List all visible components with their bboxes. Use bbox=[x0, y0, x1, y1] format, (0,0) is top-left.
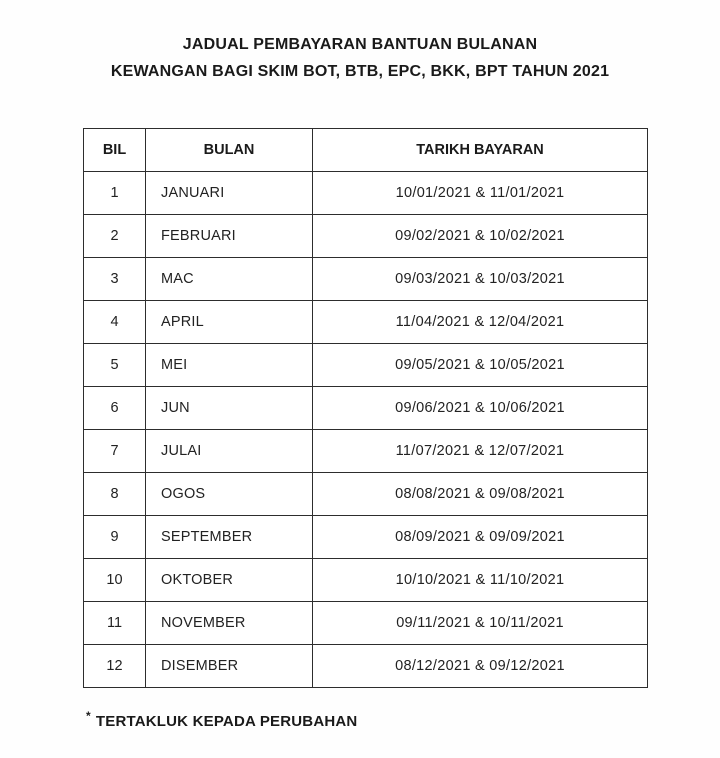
table-row bbox=[84, 473, 648, 516]
cell-payment-dates: 09/02/2021 & 10/02/2021 bbox=[313, 215, 648, 258]
cell-bil: 9 bbox=[84, 516, 146, 559]
cell-bil: 12 bbox=[84, 645, 146, 688]
cell-bil: 6 bbox=[84, 387, 146, 430]
document-title bbox=[0, 0, 720, 85]
document-title-line-1: JADUAL PEMBAYARAN BANTUAN BULANAN bbox=[182, 36, 538, 53]
table-row bbox=[84, 172, 648, 215]
cell-month: MEI bbox=[146, 344, 313, 387]
cell-bil: 4 bbox=[84, 301, 146, 344]
cell-bil: 10 bbox=[84, 559, 146, 602]
cell-bil: 8 bbox=[84, 473, 146, 516]
cell-payment-dates: 10/01/2021 & 11/01/2021 bbox=[313, 172, 648, 215]
cell-bil: 3 bbox=[84, 258, 146, 301]
cell-month: JULAI bbox=[146, 430, 313, 473]
cell-month: OKTOBER bbox=[146, 559, 313, 602]
cell-payment-dates: 09/05/2021 & 10/05/2021 bbox=[313, 344, 648, 387]
table-row bbox=[84, 602, 648, 645]
cell-payment-dates: 11/04/2021 & 12/04/2021 bbox=[313, 301, 648, 344]
table-row bbox=[84, 645, 648, 688]
column-header-tarikh-bayaran: TARIKH BAYARAN bbox=[313, 129, 648, 172]
cell-month: JUN bbox=[146, 387, 313, 430]
cell-payment-dates: 10/10/2021 & 11/10/2021 bbox=[313, 559, 648, 602]
table-row bbox=[84, 344, 648, 387]
cell-bil: 11 bbox=[84, 602, 146, 645]
cell-bil: 1 bbox=[84, 172, 146, 215]
cell-payment-dates: 09/06/2021 & 10/06/2021 bbox=[313, 387, 648, 430]
cell-bil: 2 bbox=[84, 215, 146, 258]
footnote-asterisk: * bbox=[86, 709, 91, 723]
table-row bbox=[84, 387, 648, 430]
footnote bbox=[86, 709, 357, 730]
cell-month: FEBRUARI bbox=[146, 215, 313, 258]
payment-schedule-table bbox=[83, 128, 648, 688]
table-header-row bbox=[84, 129, 648, 172]
cell-month: APRIL bbox=[146, 301, 313, 344]
cell-month: MAC bbox=[146, 258, 313, 301]
cell-bil: 5 bbox=[84, 344, 146, 387]
footnote-text: TERTAKLUK KEPADA PERUBAHAN bbox=[95, 713, 358, 730]
cell-month: OGOS bbox=[146, 473, 313, 516]
table-row bbox=[84, 301, 648, 344]
table-row bbox=[84, 215, 648, 258]
column-header-bil: BIL bbox=[84, 129, 146, 172]
cell-payment-dates: 11/07/2021 & 12/07/2021 bbox=[313, 430, 648, 473]
cell-month: JANUARI bbox=[146, 172, 313, 215]
table-row bbox=[84, 258, 648, 301]
cell-payment-dates: 08/09/2021 & 09/09/2021 bbox=[313, 516, 648, 559]
cell-payment-dates: 09/03/2021 & 10/03/2021 bbox=[313, 258, 648, 301]
table-row bbox=[84, 516, 648, 559]
table-row bbox=[84, 559, 648, 602]
document-title-line-2: KEWANGAN BAGI SKIM BOT, BTB, EPC, BKK, BPT TAHUN 2021 bbox=[110, 63, 610, 80]
cell-month: SEPTEMBER bbox=[146, 516, 313, 559]
table-row bbox=[84, 430, 648, 473]
cell-payment-dates: 08/12/2021 & 09/12/2021 bbox=[313, 645, 648, 688]
cell-payment-dates: 09/11/2021 & 10/11/2021 bbox=[313, 602, 648, 645]
cell-bil: 7 bbox=[84, 430, 146, 473]
column-header-bulan: BULAN bbox=[146, 129, 313, 172]
cell-payment-dates: 08/08/2021 & 09/08/2021 bbox=[313, 473, 648, 516]
cell-month: DISEMBER bbox=[146, 645, 313, 688]
cell-month: NOVEMBER bbox=[146, 602, 313, 645]
